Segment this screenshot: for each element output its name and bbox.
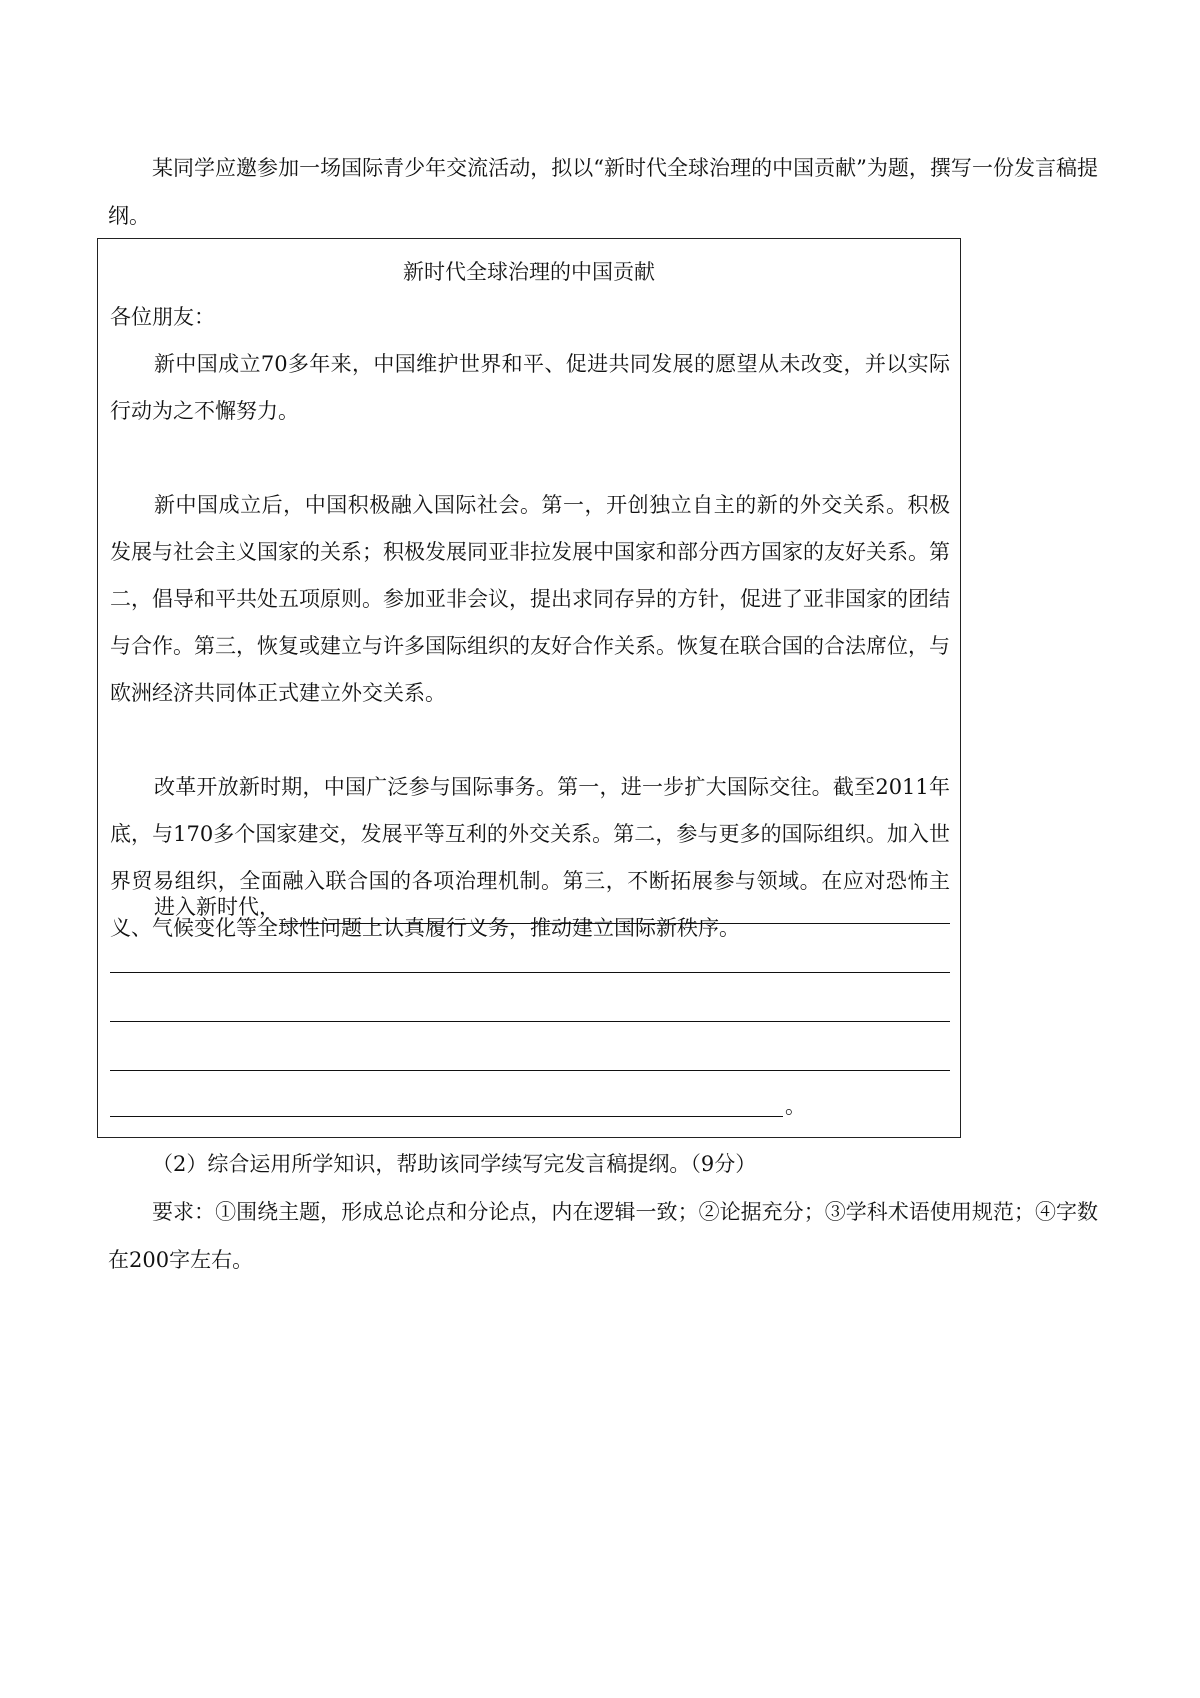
answer-underline (280, 923, 950, 924)
answer-underline (110, 972, 950, 973)
question-2: （2）综合运用所学知识，帮助该同学续写完发言稿提纲。（9分） (152, 1152, 757, 1176)
outline-salutation: 各位朋友： (110, 305, 215, 329)
answer-line-4[interactable] (110, 1037, 950, 1077)
answer-underline (110, 1021, 950, 1022)
intro-paragraph: 某同学应邀参加一场国际青少年交流活动，拟以“新时代全球治理的中国贡献”为题，撰写一份发言稿提纲。 (108, 156, 1098, 228)
answer-line-2[interactable] (110, 939, 950, 979)
speech-outline-box (97, 238, 961, 1138)
fill-lead-text: 进入新时代， (154, 895, 280, 919)
outline-title: 新时代全球治理的中国贡献 (403, 260, 655, 284)
outline-paragraph-1: 新中国成立70多年来，中国维护世界和平、促进共同发展的愿望从未改变，并以实际行动为之不懈努力。 (110, 352, 950, 423)
requirements-text: 要求：①围绕主题，形成总论点和分论点，内在逻辑一致；②论据充分；③学科术语使用规范；④字数在200字左右。 (108, 1200, 1098, 1272)
fill-end-mark: 。 (785, 1094, 806, 1118)
answer-underline (110, 1116, 783, 1117)
answer-line-1[interactable] (110, 890, 950, 930)
outline-paragraph-2: 新中国成立后，中国积极融入国际社会。第一，开创独立自主的新的外交关系。积极发展与社会主义国家的关系；积极发展同亚非拉发展中国家和部分西方国家的友好关系。第二，倡导和平共处五项原则。参加亚非会议，提出求同存异的方针，促进了亚非国家的团结与合作。第三，恢复或建立与许多国际组织的友好合作关系。恢复在联合国的合法席位，与欧洲经济共同体正式建立外交关系。 (110, 493, 950, 705)
answer-line-3[interactable] (110, 988, 950, 1028)
answer-line-5[interactable] (110, 1083, 950, 1123)
outline-paragraph-3: 改革开放新时期，中国广泛参与国际事务。第一，进一步扩大国际交往。截至2011年底，与170多个国家建交，发展平等互利的外交关系。第二，参与更多的国际组织。加入世界贸易组织，全面融入联合国的各项治理机制。第三，不断拓展参与领域。在应对恐怖主义、气候变化等全球性问题上认真履行义务，推动建立国际新秩序。 (110, 775, 950, 940)
answer-underline (110, 1070, 950, 1071)
